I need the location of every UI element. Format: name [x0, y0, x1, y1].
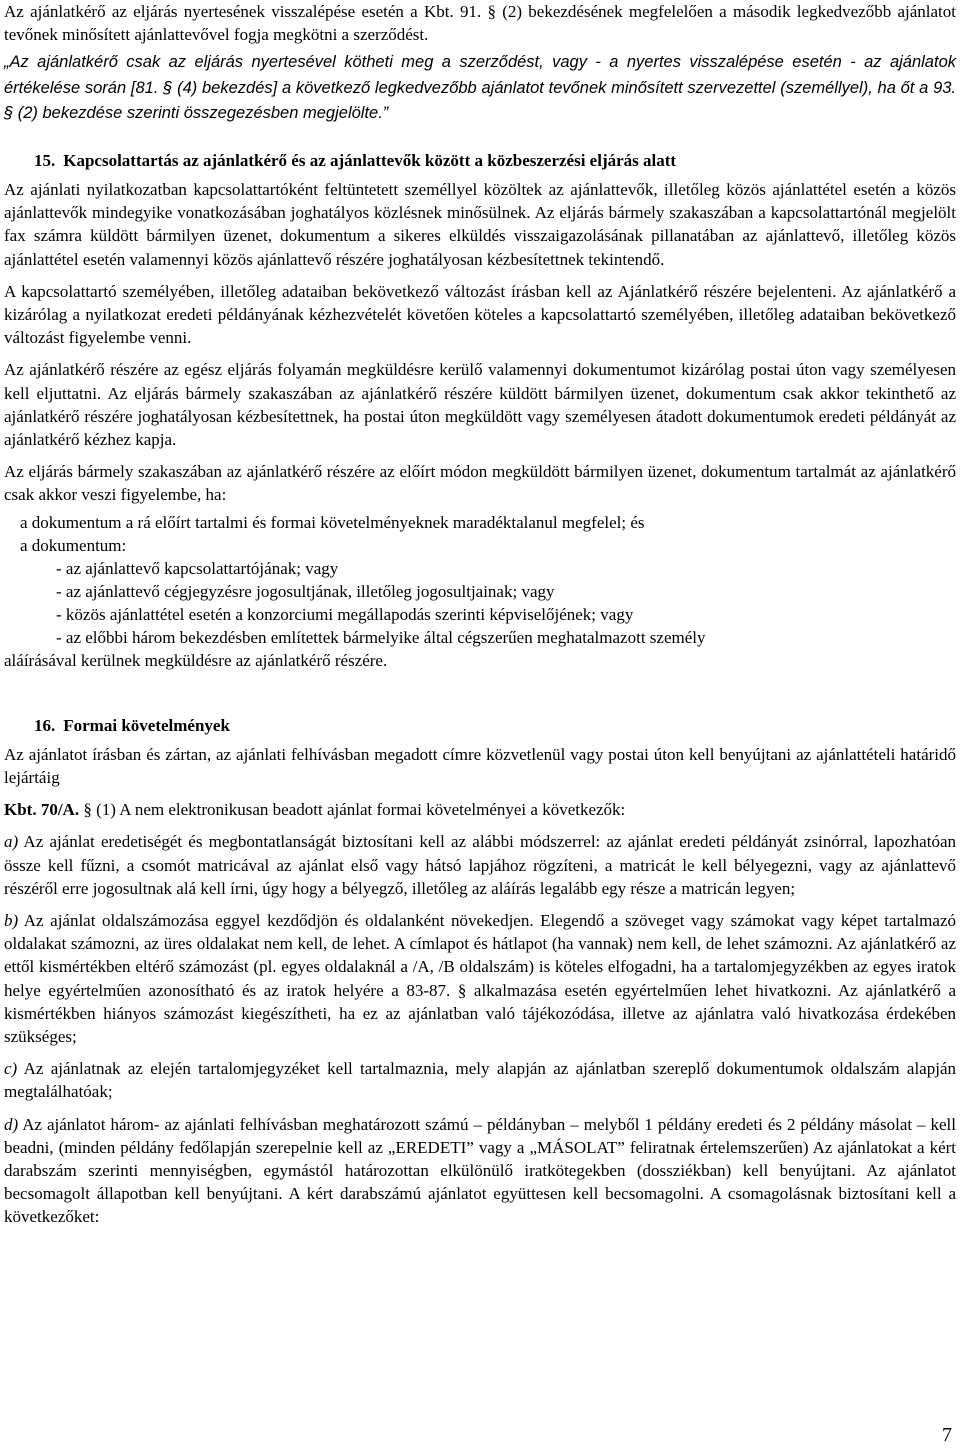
condition-item: a dokumentum a rá előírt tartalmi és formai követelményeknek maradéktalanul megfelel; és: [20, 512, 645, 532]
requirement-item-a: [4, 830, 956, 900]
section-15-heading: [4, 149, 956, 172]
section-15-paragraph-change: A kapcsolattartó személyében, illetőleg adataiban bekövetkező változást írásban kell az Ajánlatkérő részére bejelenteni. Az ajánlatkérő a kizárólag a nyilatkozat eredeti példányának kézhezvételét követően köteles a kapcsolattartó személyében, illetőleg adataiban bekövetkező változást figyelembe venni.: [4, 281, 956, 348]
kbt-reference-bold: Kbt. 70/A.: [4, 800, 80, 820]
signatory-list: [4, 557, 956, 649]
requirement-letter: b): [4, 910, 19, 930]
requirement-letter: a): [4, 832, 19, 852]
section-15-number: 15.: [34, 150, 56, 170]
section-15-closing-line: aláírásával kerülnek megküldésre az ajánlatkérő részére.: [4, 650, 388, 670]
section-15-paragraph-conditions: Az eljárás bármely szakaszában az ajánlatkérő részére az előírt módon megküldött bármilyen üzenet, dokumentum tartalmát az ajánlatkérő csak akkor veszi figyelembe, ha:: [4, 462, 956, 505]
condition-item: a dokumentum:: [20, 535, 127, 555]
signatory-item: - az ajánlattevő cégjegyzésre jogosultjának, illetőleg jogosultjainak; vagy: [56, 581, 555, 601]
requirement-item-d: [4, 1113, 956, 1229]
document-page: [4, 0, 956, 1229]
section-16-number: 16.: [34, 715, 56, 735]
signatory-item: - közös ajánlattétel esetén a konzorciumi megállapodás szerinti képviselőjének; vagy: [56, 604, 634, 624]
section-15-title: Kapcsolattartás az ajánlatkérő és az ajánlattevők között a közbeszerzési eljárás alatt: [63, 150, 677, 170]
requirement-letter: c): [4, 1059, 18, 1079]
signatory-item: - az ajánlattevő kapcsolattartójának; vagy: [56, 558, 339, 578]
requirement-text: Az ajánlatnak az elején tartalomjegyzéket kell tartalmaznia, mely alapján az ajánlatban szereplő dokumentumok oldalszám alapján megtalálhatóak;: [4, 1059, 956, 1102]
section-16-paragraph-submission: Az ajánlatot írásban és zártan, az ajánlati felhívásban megadott címre közvetlenül vagy postai úton kell benyújtani az ajánlattételi határidő lejártáig: [4, 744, 956, 787]
requirement-text: Az ajánlatot három- az ajánlati felhívásban meghatározott számú – példányban – melyből 1 példány eredeti és 2 példány másolat – kell beadni, (minden példány fedőlapján szerepelnie kell az „EREDETI” vagy a „MÁSOLAT” feliratnak értelemszerűen) Az ajánlatokat a kért darabszám szerinti mennyiségben, egymástól határozottan elkülönülő iratkötegekben (dossziékban) kell benyújtani. Az ajánlatot becsomagolt állapotban kell benyújtani. A kért darabszámú ajánlatot együttesen kell becsomagolni. A csomagolásnak biztosítani kell a következőket:: [4, 1114, 956, 1227]
section-15-paragraph-contact: Az ajánlati nyilatkozatban kapcsolattartóként feltüntetett személlyel közöltek az ajánlattevők, illetőleg közös ajánlattétel esetén a közös ajánlattevők mindegyike vonatkozásában joghatályos közlésnek minősülnek. Az eljárás bármely szakaszában a kapcsolattartónál megjelölt fax számra küldött bármilyen üzenet, dokumentum a sikeres elküldés visszaigazolásának pillanatában az ajánlattevő, illetőleg közös ajánlattétel esetén valamennyi közös ajánlattevő részére joghatályosan kézbesítettnek tekintendő.: [4, 179, 956, 269]
kbt-reference-paragraph: [4, 798, 956, 821]
conditions-list: [4, 511, 956, 557]
section-16-title: Formai követelmények: [63, 715, 230, 735]
signatory-item: - az előbbi három bekezdésben említettek bármelyike által cégszerűen meghatalmazott személy: [56, 627, 706, 647]
requirement-letter: d): [4, 1114, 19, 1134]
kbt-reference-text: § (1) A nem elektronikusan beadott ajánlat formai követelményei a következők:: [79, 800, 626, 820]
section-15-paragraph-delivery: Az ajánlatkérő részére az egész eljárás folyamán megküldésre kerülő valamennyi dokumentumot kizárólag postai úton vagy személyesen kell eljuttatni. Az eljárás bármely szakaszában az ajánlatkérő részére küldött bármilyen üzenet, dokumentum csak akkor tekinthető az ajánlatkérő részére joghatályosan kézbesítettnek, ha postai úton megküldött vagy személyesen átadott dokumentumok eredeti példányát az ajánlatkérő kézhez kapja.: [4, 360, 956, 449]
section-16-heading: [4, 714, 956, 737]
requirement-text: Az ajánlat oldalszámozása eggyel kezdődjön és oldalanként növekedjen. Elegendő a szöveget vagy számokat vagy képet tartalmazó oldalakat számozni, az üres oldalakat nem kell, de lehet. A címlapot és hátlapot (ha vannak) nem kell, de lehet számozni. Az ajánlatkérő az ettől kismértékben eltérő számozást (pl. egyes oldalaknál a /A, /B oldalszám) is köteles elfogadni, ha a tartalomjegyzékben az egyes iratok helye egyértelműen azonosítható és az iratok helyére a 83-87. § alkalmazása esetén egyértelműen lehet hivatkozni. Az ajánlatkérő a kismértékben hiányos számozást kiegészítheti, ha ez az ajánlatban való tájékozódása, illetve az ajánlatra való hivatkozása érdekében szükséges;: [4, 910, 956, 1046]
quoted-law-paragraph: „Az ajánlatkérő csak az eljárás nyertesével kötheti meg a szerződést, vagy - a nyertes visszalépése esetén - az ajánlatok értékelése során [81. § (4) bekezdés] a következő legkedvezőbb ajánlatot tevőnek minősített szervezettel (személlyel), ha őt a 93. § (2) bekezdése szerinti összegezésben megjelölte.”: [4, 53, 956, 123]
page-number: 7: [942, 1424, 952, 1446]
paragraph-second-best-bidder: Az ajánlatkérő az eljárás nyertesének visszalépése esetén a Kbt. 91. § (2) bekezdésének megfelelően a második legkedvezőbb ajánlatot tevőnek minősített ajánlattevővel fogja megkötni a szerződést.: [4, 2, 956, 45]
requirement-item-b: [4, 909, 956, 1048]
requirement-item-c: [4, 1057, 956, 1103]
requirement-text: Az ajánlat eredetiségét és megbontatlanságát biztosítani kell az alábbi módszerrel: az ajánlat eredeti példányát zsinórral, lapozhatóan össze kell fűzni, a csomót matricával az ajánlat első vagy hátsó lapjához rögzíteni, a matricát le kell bélyegezni, vagy az ajánlattevő részéről erre jogosultnak alá kell írni, úgy hogy a bélyegző, illetőleg az aláírás legalább egy része a matricán legyen;: [4, 832, 956, 898]
